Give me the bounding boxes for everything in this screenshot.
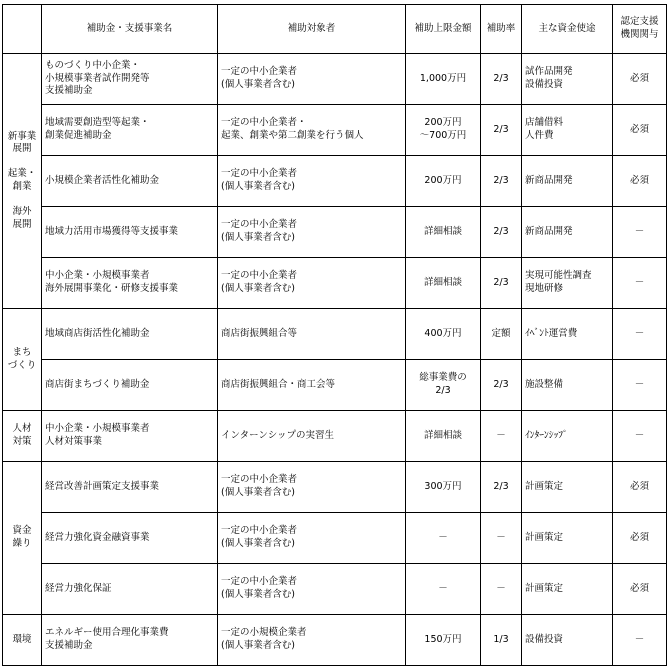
cell-agency: － — [613, 309, 667, 360]
cell-use: 計画策定 — [522, 513, 613, 564]
header-row — [3, 5, 667, 54]
cell-agency: 必須 — [613, 54, 667, 105]
cell-target: 商店街振興組合等 — [218, 309, 406, 360]
cell-agency: 必須 — [613, 564, 667, 615]
cell-rate: － — [481, 411, 522, 462]
cell-rate: 1/3 — [481, 615, 522, 666]
cell-agency: 必須 — [613, 462, 667, 513]
cell-use: 試作品開発 設備投資 — [522, 54, 613, 105]
table-row — [3, 309, 667, 360]
cell-target: 一定の中小企業者 (個人事業者含む) — [218, 156, 406, 207]
cell-target: 一定の中小企業者 (個人事業者含む) — [218, 513, 406, 564]
cell-agency: － — [613, 360, 667, 411]
cell-rate: 2/3 — [481, 105, 522, 156]
cell-name: 地域力活用市場獲得等支援事業 — [42, 207, 218, 258]
table-row — [3, 54, 667, 105]
cell-agency: 必須 — [613, 105, 667, 156]
cell-name: 経営改善計画策定支援事業 — [42, 462, 218, 513]
cell-name: 地域需要創造型等起業・ 創業促進補助金 — [42, 105, 218, 156]
cell-limit: 400万円 — [406, 309, 481, 360]
cell-rate: 定額 — [481, 309, 522, 360]
table-row — [3, 615, 667, 666]
cell-use: ｲﾝﾀｰﾝｼｯﾌﾟ — [522, 411, 613, 462]
cell-use: 計画策定 — [522, 462, 613, 513]
cell-agency: 必須 — [613, 513, 667, 564]
cell-limit: － — [406, 513, 481, 564]
cell-target: インターンシップの実習生 — [218, 411, 406, 462]
cell-name: ものづくり中小企業・ 小規模事業者試作開発等 支援補助金 — [42, 54, 218, 105]
category-label: 起業・ 創業 — [7, 168, 37, 192]
cell-name: 商店街まちづくり補助金 — [42, 360, 218, 411]
cell-name: 中小企業・小規模事業者 人材対策事業 — [42, 411, 218, 462]
cell-use: 設備投資 — [522, 615, 613, 666]
cell-limit: 300万円 — [406, 462, 481, 513]
category-startup — [3, 54, 42, 309]
cell-target: 商店街振興組合・商工会等 — [218, 360, 406, 411]
table-row — [3, 462, 667, 513]
category-hr — [3, 411, 42, 462]
category-label: 環境 — [12, 633, 32, 645]
cell-target: 一定の中小企業者 (個人事業者含む) — [218, 258, 406, 309]
cell-target: 一定の中小企業者 (個人事業者含む) — [218, 54, 406, 105]
table-row — [3, 207, 667, 258]
cell-rate: 2/3 — [481, 156, 522, 207]
cell-target: 一定の中小企業者 (個人事業者含む) — [218, 564, 406, 615]
category-label: 海外 展開 — [12, 205, 32, 230]
cell-use: 新商品開発 — [522, 207, 613, 258]
cell-limit: 詳細相談 — [406, 258, 481, 309]
cell-use: 施設整備 — [522, 360, 613, 411]
table-row — [3, 564, 667, 615]
cell-agency: － — [613, 615, 667, 666]
header-category — [3, 5, 42, 54]
cell-rate: 2/3 — [481, 360, 522, 411]
cell-limit: 詳細相談 — [406, 207, 481, 258]
header-target: 補助対象者 — [218, 5, 406, 54]
cell-limit: 詳細相談 — [406, 411, 481, 462]
table-row — [3, 360, 667, 411]
cell-use: ｲﾍﾞﾝﾄ運営費 — [522, 309, 613, 360]
cell-name: エネルギー使用合理化事業費 支援補助金 — [42, 615, 218, 666]
table-row — [3, 105, 667, 156]
category-label: 人材 対策 — [12, 423, 32, 447]
cell-target: 一定の中小企業者 (個人事業者含む) — [218, 207, 406, 258]
cell-name: 小規模企業者活性化補助金 — [42, 156, 218, 207]
cell-limit: 1,000万円 — [406, 54, 481, 105]
table-row — [3, 411, 667, 462]
cell-rate: 2/3 — [481, 462, 522, 513]
cell-limit: 200万円 — [406, 156, 481, 207]
cell-target: 一定の中小企業者・ 起業、創業や第二創業を行う個人 — [218, 105, 406, 156]
table-row — [3, 156, 667, 207]
cell-target: 一定の小規模企業者 (個人事業者含む) — [218, 615, 406, 666]
category-label: 新事業 展開 — [7, 130, 37, 155]
table-row — [3, 258, 667, 309]
cell-limit: 総事業費の 2/3 — [406, 360, 481, 411]
header-rate: 補助率 — [481, 5, 522, 54]
category-label: 資金 繰り — [12, 525, 32, 549]
cell-agency: － — [613, 258, 667, 309]
cell-agency: 必須 — [613, 156, 667, 207]
header-name: 補助金・支援事業名 — [42, 5, 218, 54]
subsidy-table — [2, 4, 667, 666]
cell-use: 店舗借料 人件費 — [522, 105, 613, 156]
cell-agency: － — [613, 411, 667, 462]
cell-target: 一定の中小企業者 (個人事業者含む) — [218, 462, 406, 513]
category-finance — [3, 462, 42, 615]
cell-rate: 2/3 — [481, 258, 522, 309]
cell-limit: 200万円 ～700万円 — [406, 105, 481, 156]
cell-agency: － — [613, 207, 667, 258]
cell-name: 地域商店街活性化補助金 — [42, 309, 218, 360]
table-row — [3, 513, 667, 564]
cell-limit: 150万円 — [406, 615, 481, 666]
cell-use: 実現可能性調査 現地研修 — [522, 258, 613, 309]
cell-rate: － — [481, 513, 522, 564]
category-label: まち づくり — [7, 346, 37, 371]
cell-use: 新商品開発 — [522, 156, 613, 207]
cell-rate: 2/3 — [481, 54, 522, 105]
header-agency: 認定支援 機関関与 — [613, 5, 667, 54]
cell-use: 計画策定 — [522, 564, 613, 615]
category-env — [3, 615, 42, 666]
cell-name: 経営力強化資金融資事業 — [42, 513, 218, 564]
cell-name: 中小企業・小規模事業者 海外展開事業化・研修支援事業 — [42, 258, 218, 309]
header-limit: 補助上限金額 — [406, 5, 481, 54]
cell-rate: 2/3 — [481, 207, 522, 258]
cell-name: 経営力強化保証 — [42, 564, 218, 615]
cell-limit: － — [406, 564, 481, 615]
cell-rate: － — [481, 564, 522, 615]
category-town — [3, 309, 42, 411]
header-use: 主な資金使途 — [522, 5, 613, 54]
